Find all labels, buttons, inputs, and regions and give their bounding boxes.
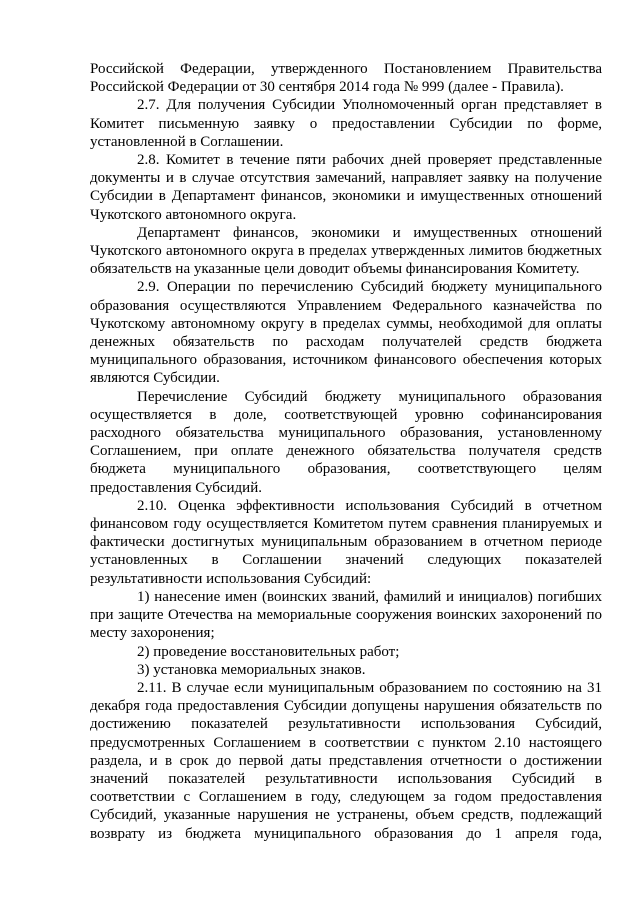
paragraph-2-7: 2.7. Для получения Субсидии Уполномоченный орган представляет в Комитет письменную заявку о предоставлении Субсидии по форме, установленной в Соглашении. [90,97,602,150]
paragraph-department-funding: Департамент финансов, экономики и имущественных отношений Чукотского автономного округа в пределах утвержденных лимитов бюджетных обязательств на указанные цели доводит объемы финансирования Комитету. [90,224,602,278]
list-item-1: 1) нанесение имен (воинских званий, фамилий и инициалов) погибших при защите Отечества на мемориальные сооружения воинских захоронений по месту захоронения; [90,588,602,642]
paragraph-rules-reference: Российской Федерации, утвержденного Постановлением Правительства Российской Федерации от 30 сентября 2014 года № 999 (далее - Правила). [90,61,602,96]
list-item-2: 2) проведение восстановительных работ; [137,643,400,660]
paragraph-2-10: 2.10. Оценка эффективности использования Субсидий в отчетном финансовом году осуществляется Комитетом путем сравнения планируемых и фактически достигнутых муниципальным образованием в отчетном периоде установленных в Соглашении значений следующих показателей результативности использования Субсидий: [90,497,602,587]
paragraph-transfer-share: Перечисление Субсидий бюджету муниципального образования осуществляется в доле, соответствующей уровню софинансирования расходного обязательства муниципального образования, установленному Соглашением, при оплате денежного обязательства получателя средств бюджета муниципального образования, соответствующего целям предоставления Субсидий. [90,388,602,496]
list-item-3: 3) установка мемориальных знаков. [137,661,366,678]
paragraph-2-9: 2.9. Операции по перечислению Субсидий бюджету муниципального образования осуществляются Управлением Федерального казначейства по Чукотскому автономному округу в пределах суммы, необходимой для оплаты денежных обязательств по расходам получателей средств бюджета муниципального образования, источником финансового обеспечения которых являются Субсидии. [90,279,602,387]
document-page [90,60,602,843]
paragraph-2-11: 2.11. В случае если муниципальным образованием по состоянию на 31 декабря года предоставления Субсидии допущены нарушения обязательств по достижению показателей результативности использования Субсидий, предусмотренных Соглашением в соответствии с пунктом 2.10 настоящего раздела, и в срок до первой даты представления отчетности о достижении значений показателей результативности использования Субсидий в соответствии с Соглашением в году, следующем за годом предоставления Субсидий, указанные нарушения не устранены, объем средств, подлежащий возврату из бюджета муниципального образования до 1 апреля года, [90,679,602,842]
paragraph-2-8: 2.8. Комитет в течение пяти рабочих дней проверяет представленные документы и в случае отсутствия замечаний, направляет заявку на получение Субсидии в Департамент финансов, экономики и имущественных отношений Чукотского автономного округа. [90,152,602,223]
